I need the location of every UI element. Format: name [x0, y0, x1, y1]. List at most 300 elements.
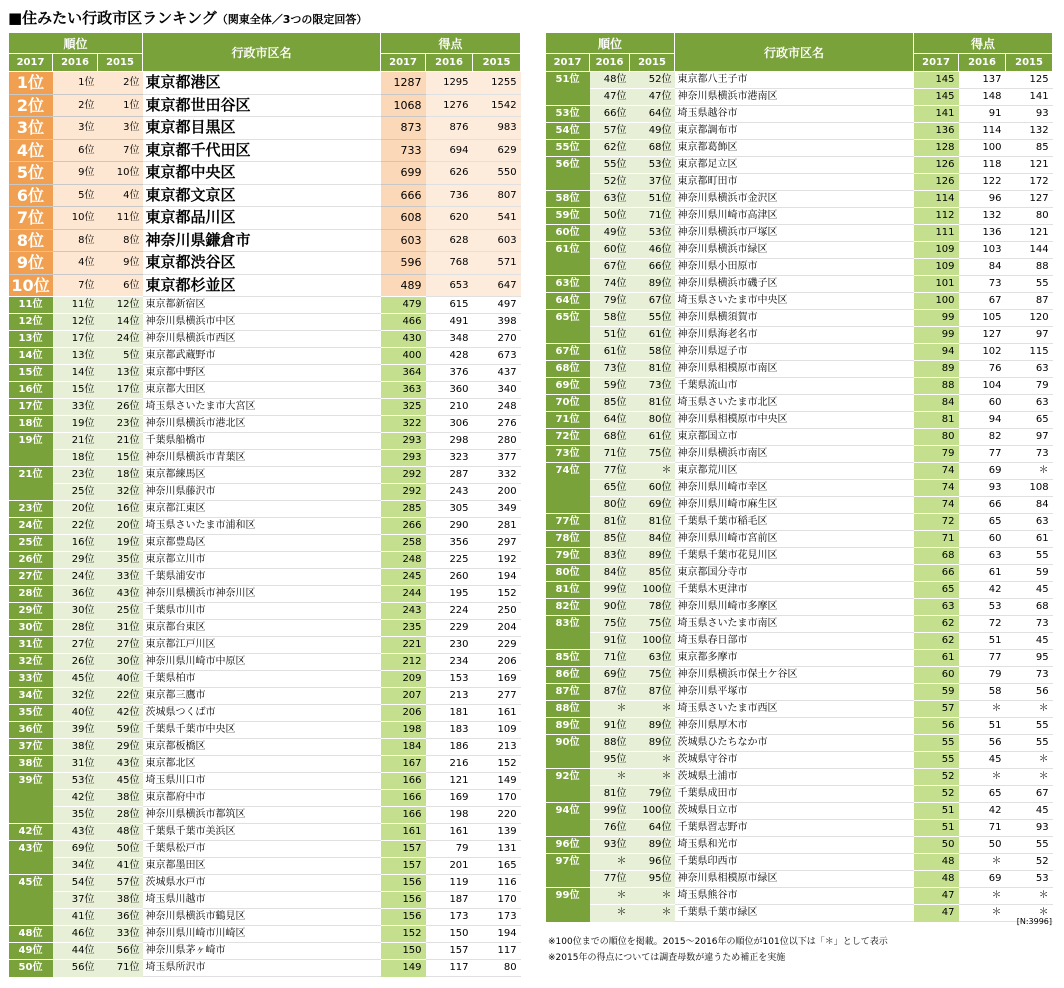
score-2017-cell: 198	[381, 722, 426, 739]
rank-2016-cell: ＊	[590, 854, 630, 871]
rank-2015-cell: 37位	[630, 174, 675, 191]
score-2016-cell: 626	[426, 162, 473, 185]
city-name-cell: 茨城県ひたちなか市	[675, 735, 914, 752]
table-row	[9, 756, 521, 773]
score-2015-cell: ＊	[1006, 769, 1053, 786]
table-row	[546, 514, 1053, 531]
score-2015-cell: 170	[473, 892, 521, 909]
rank-2017-cell: 7位	[9, 207, 53, 230]
rank-2015-cell: 40位	[98, 671, 143, 688]
city-name-cell: 東京都目黒区	[143, 117, 381, 140]
score-2015-cell: 173	[473, 909, 521, 926]
score-2016-cell: 224	[426, 603, 473, 620]
city-name-cell: 神奈川県横浜市緑区	[675, 242, 914, 259]
score-2015-cell: 73	[1006, 616, 1053, 633]
rank-2017-cell: 97位	[546, 854, 590, 888]
rank-2017-cell: 23位	[9, 501, 53, 518]
table-row	[546, 854, 1053, 871]
rank-2017-cell: 72位	[546, 429, 590, 446]
score-2015-cell: 132	[1006, 123, 1053, 140]
score-2017-cell: 150	[381, 943, 426, 960]
rank-2016-cell: 5位	[53, 184, 98, 207]
rank-2015-cell: 11位	[98, 207, 143, 230]
score-2015-cell: 88	[1006, 259, 1053, 276]
table-row	[9, 450, 521, 467]
rank-2015-cell: 87位	[630, 684, 675, 701]
score-2015-cell: 121	[1006, 225, 1053, 242]
rank-2015-cell: 89位	[630, 735, 675, 752]
rank-2016-cell: 10位	[53, 207, 98, 230]
score-2016-cell: 186	[426, 739, 473, 756]
score-2016-header: 2016	[959, 54, 1006, 72]
score-2017-header: 2017	[914, 54, 959, 72]
score-2017-cell: 248	[381, 552, 426, 569]
score-2017-cell: 145	[914, 89, 959, 106]
rank-2016-cell: 25位	[53, 484, 98, 501]
table-row	[546, 650, 1053, 667]
rank-2017-cell: 33位	[9, 671, 53, 688]
rank-2017-cell: 99位	[546, 888, 590, 922]
score-2016-header: 2016	[426, 54, 473, 72]
city-name-cell: 東京都板橋区	[143, 739, 381, 756]
score-2016-cell: ＊	[959, 701, 1006, 718]
score-2015-cell: 248	[473, 399, 521, 416]
score-2015-cell: 73	[1006, 667, 1053, 684]
rank-2015-cell: 52位	[630, 72, 675, 89]
rank-2015-cell: 100位	[630, 633, 675, 650]
rank-2017-cell: 80位	[546, 565, 590, 582]
rank-2015-cell: 81位	[630, 514, 675, 531]
city-name-cell: 千葉県千葉市緑区	[675, 905, 914, 922]
rank-2016-cell: 71位	[590, 446, 630, 463]
table-row	[9, 535, 521, 552]
score-2015-cell: 56	[1006, 684, 1053, 701]
rank-2015-cell: 43位	[98, 586, 143, 603]
city-name-cell: 神奈川県海老名市	[675, 327, 914, 344]
rank-2015-cell: ＊	[630, 905, 675, 922]
rank-2015-cell: 50位	[98, 841, 143, 858]
score-header: 得点	[381, 33, 521, 54]
rank-2016-cell: 91位	[590, 633, 630, 650]
rank-2015-cell: 66位	[630, 259, 675, 276]
city-name-cell: 茨城県つくば市	[143, 705, 381, 722]
city-name-cell: 埼玉県春日部市	[675, 633, 914, 650]
rank-2016-cell: 77位	[590, 871, 630, 888]
rank-2016-cell: 3位	[53, 117, 98, 140]
rank-2016-cell: 43位	[53, 824, 98, 841]
rank-2017-cell: 17位	[9, 399, 53, 416]
score-2016-cell: 148	[959, 89, 1006, 106]
city-name-cell: 東京都府中市	[143, 790, 381, 807]
score-2017-cell: 65	[914, 582, 959, 599]
score-2016-cell: 169	[426, 790, 473, 807]
rank-2015-cell: 49位	[630, 123, 675, 140]
rank-2017-cell: 71位	[546, 412, 590, 429]
city-name-cell: 埼玉県さいたま市大宮区	[143, 399, 381, 416]
score-2015-cell: 398	[473, 314, 521, 331]
table-row	[546, 684, 1053, 701]
rank-2015-cell: 55位	[630, 310, 675, 327]
rank-2015-cell: 63位	[630, 650, 675, 667]
rank-2015-cell: 28位	[98, 807, 143, 824]
rank-2015-cell: 96位	[630, 854, 675, 871]
score-2016-cell: 195	[426, 586, 473, 603]
score-2016-cell: 94	[959, 412, 1006, 429]
table-row	[546, 106, 1053, 123]
city-name-cell: 埼玉県川越市	[143, 892, 381, 909]
rank-2017-cell: 27位	[9, 569, 53, 586]
score-2016-cell: 65	[959, 514, 1006, 531]
rank-2015-cell: ＊	[630, 701, 675, 718]
city-name-cell: 東京都足立区	[675, 157, 914, 174]
score-2015-cell: 73	[1006, 446, 1053, 463]
score-2016-cell: 287	[426, 467, 473, 484]
city-name-cell: 東京都武蔵野市	[143, 348, 381, 365]
table-row	[9, 620, 521, 637]
rank-2015-header: 2015	[98, 54, 143, 72]
score-2016-cell: ＊	[959, 854, 1006, 871]
city-name-cell: 東京都墨田区	[143, 858, 381, 875]
rank-2016-cell: 64位	[590, 412, 630, 429]
score-2017-cell: 733	[381, 139, 426, 162]
city-name-cell: 千葉県印西市	[675, 854, 914, 871]
rank-2017-cell: 55位	[546, 140, 590, 157]
rank-2016-cell: 41位	[53, 909, 98, 926]
rank-2016-cell: 77位	[590, 463, 630, 480]
score-2015-cell: 1255	[473, 72, 521, 95]
table-row	[9, 960, 521, 977]
score-2017-cell: 126	[914, 174, 959, 191]
table-row	[9, 518, 521, 535]
rank-2016-cell: 32位	[53, 688, 98, 705]
rank-2016-cell: 33位	[53, 399, 98, 416]
rank-2017-cell: 36位	[9, 722, 53, 739]
score-2015-cell: 55	[1006, 735, 1053, 752]
rank-2015-cell: 61位	[630, 327, 675, 344]
city-name-cell: 神奈川県横浜市戸塚区	[675, 225, 914, 242]
score-2015-cell: ＊	[1006, 752, 1053, 769]
city-name-cell: 東京都国立市	[675, 429, 914, 446]
rank-2016-cell: ＊	[590, 769, 630, 786]
score-2016-cell: 67	[959, 293, 1006, 310]
score-2017-cell: 152	[381, 926, 426, 943]
rank-2015-cell: 41位	[98, 858, 143, 875]
rank-2016-cell: 13位	[53, 348, 98, 365]
rank-2017-cell: 64位	[546, 293, 590, 310]
table-row	[546, 208, 1053, 225]
city-name-cell: 埼玉県所沢市	[143, 960, 381, 977]
rank-2017-cell: 87位	[546, 684, 590, 701]
score-2016-cell: ＊	[959, 769, 1006, 786]
score-2016-cell: 137	[959, 72, 1006, 89]
score-2017-cell: 325	[381, 399, 426, 416]
score-2015-header: 2015	[473, 54, 521, 72]
rank-2016-cell: 66位	[590, 106, 630, 123]
rank-2016-cell: 59位	[590, 378, 630, 395]
score-2016-cell: ＊	[959, 905, 1006, 922]
city-name-cell: 千葉県千葉市美浜区	[143, 824, 381, 841]
rank-2017-cell: 65位	[546, 310, 590, 344]
score-2017-cell: 596	[381, 252, 426, 275]
score-2016-cell: 230	[426, 637, 473, 654]
rank-2017-cell: 56位	[546, 157, 590, 191]
rank-2015-cell: 61位	[630, 429, 675, 446]
rank-2017-cell: 94位	[546, 803, 590, 837]
score-2017-cell: 244	[381, 586, 426, 603]
rank-2016-cell: 84位	[590, 565, 630, 582]
score-2015-cell: 80	[1006, 208, 1053, 225]
score-2015-cell: 65	[1006, 412, 1053, 429]
score-2017-cell: 57	[914, 701, 959, 718]
city-name-cell: 神奈川県相模原市南区	[675, 361, 914, 378]
rank-2015-cell: 36位	[98, 909, 143, 926]
score-2015-cell: 141	[1006, 89, 1053, 106]
table-row	[9, 314, 521, 331]
table-row	[9, 926, 521, 943]
score-2015-cell: 52	[1006, 854, 1053, 871]
rank-2016-cell: 58位	[590, 310, 630, 327]
rank-2015-cell: 22位	[98, 688, 143, 705]
score-2017-cell: 47	[914, 888, 959, 905]
score-2017-cell: 50	[914, 837, 959, 854]
table-row	[546, 89, 1053, 106]
score-2017-cell: 94	[914, 344, 959, 361]
score-2017-cell: 166	[381, 807, 426, 824]
rank-2017-cell: 49位	[9, 943, 53, 960]
rank-2016-cell: ＊	[590, 701, 630, 718]
score-2015-cell: 97	[1006, 429, 1053, 446]
score-2017-cell: 603	[381, 229, 426, 252]
rank-2016-cell: 40位	[53, 705, 98, 722]
table-row	[546, 803, 1053, 820]
score-2016-cell: 653	[426, 274, 473, 297]
table-row	[9, 705, 521, 722]
score-2015-cell: 109	[473, 722, 521, 739]
rank-2017-cell: 81位	[546, 582, 590, 599]
score-2016-cell: 298	[426, 433, 473, 450]
score-2017-cell: 293	[381, 450, 426, 467]
score-2015-cell: 45	[1006, 633, 1053, 650]
footnote-1: ※100位までの順位を掲載。2015～2016年の順位が101位以下は「＊」として表示	[548, 937, 888, 947]
score-2015-cell: 206	[473, 654, 521, 671]
rank-2017-cell: 74位	[546, 463, 590, 514]
score-2017-cell: 364	[381, 365, 426, 382]
rank-2015-cell: 81位	[630, 361, 675, 378]
city-name-cell: 神奈川県小田原市	[675, 259, 914, 276]
score-2016-cell: 63	[959, 548, 1006, 565]
rank-2017-cell: 32位	[9, 654, 53, 671]
rank-2015-cell: 30位	[98, 654, 143, 671]
rank-2015-cell: 32位	[98, 484, 143, 501]
rank-2016-cell: 19位	[53, 416, 98, 433]
rank-2016-cell: 68位	[590, 429, 630, 446]
score-2015-cell: 194	[473, 926, 521, 943]
rank-2015-cell: 100位	[630, 582, 675, 599]
score-2016-cell: 225	[426, 552, 473, 569]
city-name-cell: 東京都三鷹市	[143, 688, 381, 705]
score-2015-cell: 204	[473, 620, 521, 637]
city-name-cell: 東京都葛飾区	[675, 140, 914, 157]
rank-2016-cell: 81位	[590, 786, 630, 803]
score-2016-cell: 376	[426, 365, 473, 382]
score-2015-cell: ＊	[1006, 905, 1053, 922]
table-row	[9, 790, 521, 807]
city-name-cell: 神奈川県横須賀市	[675, 310, 914, 327]
rank-2017-cell: 11位	[9, 297, 53, 314]
score-2016-cell: 65	[959, 786, 1006, 803]
score-2017-cell: 156	[381, 892, 426, 909]
table-row	[9, 773, 521, 790]
score-2016-cell: 50	[959, 837, 1006, 854]
rank-2015-header: 2015	[630, 54, 675, 72]
score-2017-cell: 55	[914, 735, 959, 752]
rank-2017-cell: 45位	[9, 875, 53, 926]
table-row	[9, 252, 521, 275]
rank-2017-cell: 69位	[546, 378, 590, 395]
rank-2016-cell: 11位	[53, 297, 98, 314]
table-row	[546, 72, 1053, 89]
city-name-cell: 神奈川県横浜市西区	[143, 331, 381, 348]
score-2016-cell: 118	[959, 157, 1006, 174]
score-2017-cell: 489	[381, 274, 426, 297]
rank-2017-cell: 86位	[546, 667, 590, 684]
table-row	[9, 501, 521, 518]
score-2017-cell: 430	[381, 331, 426, 348]
rank-2017-cell: 25位	[9, 535, 53, 552]
score-2016-cell: 60	[959, 531, 1006, 548]
rank-2016-cell: 99位	[590, 803, 630, 820]
rank-2015-cell: 73位	[630, 378, 675, 395]
table-row	[546, 837, 1053, 854]
table-row	[546, 140, 1053, 157]
city-name-cell: 神奈川県藤沢市	[143, 484, 381, 501]
table-row	[546, 123, 1053, 140]
score-2016-cell: 69	[959, 463, 1006, 480]
table-row	[546, 446, 1053, 463]
rank-2016-cell: 46位	[53, 926, 98, 943]
rank-2016-cell: 29位	[53, 552, 98, 569]
rank-2016-cell: 76位	[590, 820, 630, 837]
score-2017-cell: 74	[914, 497, 959, 514]
city-name-cell: 東京都品川区	[143, 207, 381, 230]
city-name-cell: 埼玉県さいたま市西区	[675, 701, 914, 718]
rank-2015-cell: 26位	[98, 399, 143, 416]
table-row	[546, 871, 1053, 888]
score-2017-cell: 363	[381, 382, 426, 399]
score-2017-cell: 166	[381, 773, 426, 790]
rank-2016-cell: 1位	[53, 72, 98, 95]
score-2017-cell: 166	[381, 790, 426, 807]
rank-2015-cell: ＊	[630, 769, 675, 786]
score-2015-cell: 63	[1006, 514, 1053, 531]
score-2017-cell: 126	[914, 157, 959, 174]
score-2016-cell: 117	[426, 960, 473, 977]
score-2016-cell: 876	[426, 117, 473, 140]
score-2015-cell: 629	[473, 139, 521, 162]
table-row	[546, 412, 1053, 429]
score-2015-cell: 53	[1006, 871, 1053, 888]
score-2017-header: 2017	[381, 54, 426, 72]
city-name-cell: 埼玉県越谷市	[675, 106, 914, 123]
rank-2016-cell: 73位	[590, 361, 630, 378]
rank-2017-cell: 85位	[546, 650, 590, 667]
rank-2017-cell: 30位	[9, 620, 53, 637]
score-2016-cell: 60	[959, 395, 1006, 412]
score-2017-cell: 184	[381, 739, 426, 756]
score-2017-cell: 1287	[381, 72, 426, 95]
rank-2017-cell: 35位	[9, 705, 53, 722]
city-name-cell: 埼玉県和光市	[675, 837, 914, 854]
rank-2015-cell: 95位	[630, 871, 675, 888]
score-2015-cell: 571	[473, 252, 521, 275]
table-row	[546, 786, 1053, 803]
table-row	[546, 344, 1053, 361]
rank-2016-cell: 14位	[53, 365, 98, 382]
ranking-table-right	[545, 32, 1053, 922]
city-name-cell: 東京都江東区	[143, 501, 381, 518]
table-row	[9, 569, 521, 586]
rank-2017-cell: 89位	[546, 718, 590, 735]
city-name-cell: 東京都立川市	[143, 552, 381, 569]
rank-2017-cell: 10位	[9, 274, 53, 297]
rank-2016-cell: 27位	[53, 637, 98, 654]
city-name-cell: 神奈川県平塚市	[675, 684, 914, 701]
table-row	[9, 274, 521, 297]
rank-2015-cell: 46位	[630, 242, 675, 259]
city-name-cell: 神奈川県鎌倉市	[143, 229, 381, 252]
score-2017-cell: 48	[914, 854, 959, 871]
rank-2015-cell: 38位	[98, 892, 143, 909]
rank-2015-cell: 14位	[98, 314, 143, 331]
score-2015-cell: 55	[1006, 837, 1053, 854]
score-2016-cell: 323	[426, 450, 473, 467]
table-row	[546, 582, 1053, 599]
city-name-cell: 神奈川県横浜市港北区	[143, 416, 381, 433]
table-row	[546, 327, 1053, 344]
rank-2015-cell: 64位	[630, 106, 675, 123]
rank-2017-cell: 79位	[546, 548, 590, 565]
city-name-cell: 埼玉県さいたま市北区	[675, 395, 914, 412]
city-name-cell: 千葉県千葉市中央区	[143, 722, 381, 739]
score-2017-cell: 62	[914, 616, 959, 633]
rank-2017-cell: 15位	[9, 365, 53, 382]
score-2017-cell: 243	[381, 603, 426, 620]
rank-2015-cell: 21位	[98, 433, 143, 450]
table-row	[546, 497, 1053, 514]
table-row	[546, 259, 1053, 276]
rank-2015-cell: 53位	[630, 225, 675, 242]
score-2016-cell: 1276	[426, 94, 473, 117]
rank-2016-cell: 36位	[53, 586, 98, 603]
rank-2016-cell: 50位	[590, 208, 630, 225]
score-2015-cell: ＊	[1006, 463, 1053, 480]
score-2016-cell: 51	[959, 718, 1006, 735]
rank-2015-cell: 75位	[630, 446, 675, 463]
score-2017-cell: 48	[914, 871, 959, 888]
score-2015-cell: 340	[473, 382, 521, 399]
score-2016-cell: 77	[959, 446, 1006, 463]
rank-2015-cell: 100位	[630, 803, 675, 820]
score-2016-cell: 1295	[426, 72, 473, 95]
city-name-cell: 神奈川県川崎市中原区	[143, 654, 381, 671]
city-name-cell: 埼玉県熊谷市	[675, 888, 914, 905]
table-row	[9, 399, 521, 416]
score-2017-cell: 74	[914, 463, 959, 480]
rank-2016-cell: 24位	[53, 569, 98, 586]
table-row	[9, 807, 521, 824]
rank-2016-cell: 20位	[53, 501, 98, 518]
score-2016-cell: 42	[959, 803, 1006, 820]
